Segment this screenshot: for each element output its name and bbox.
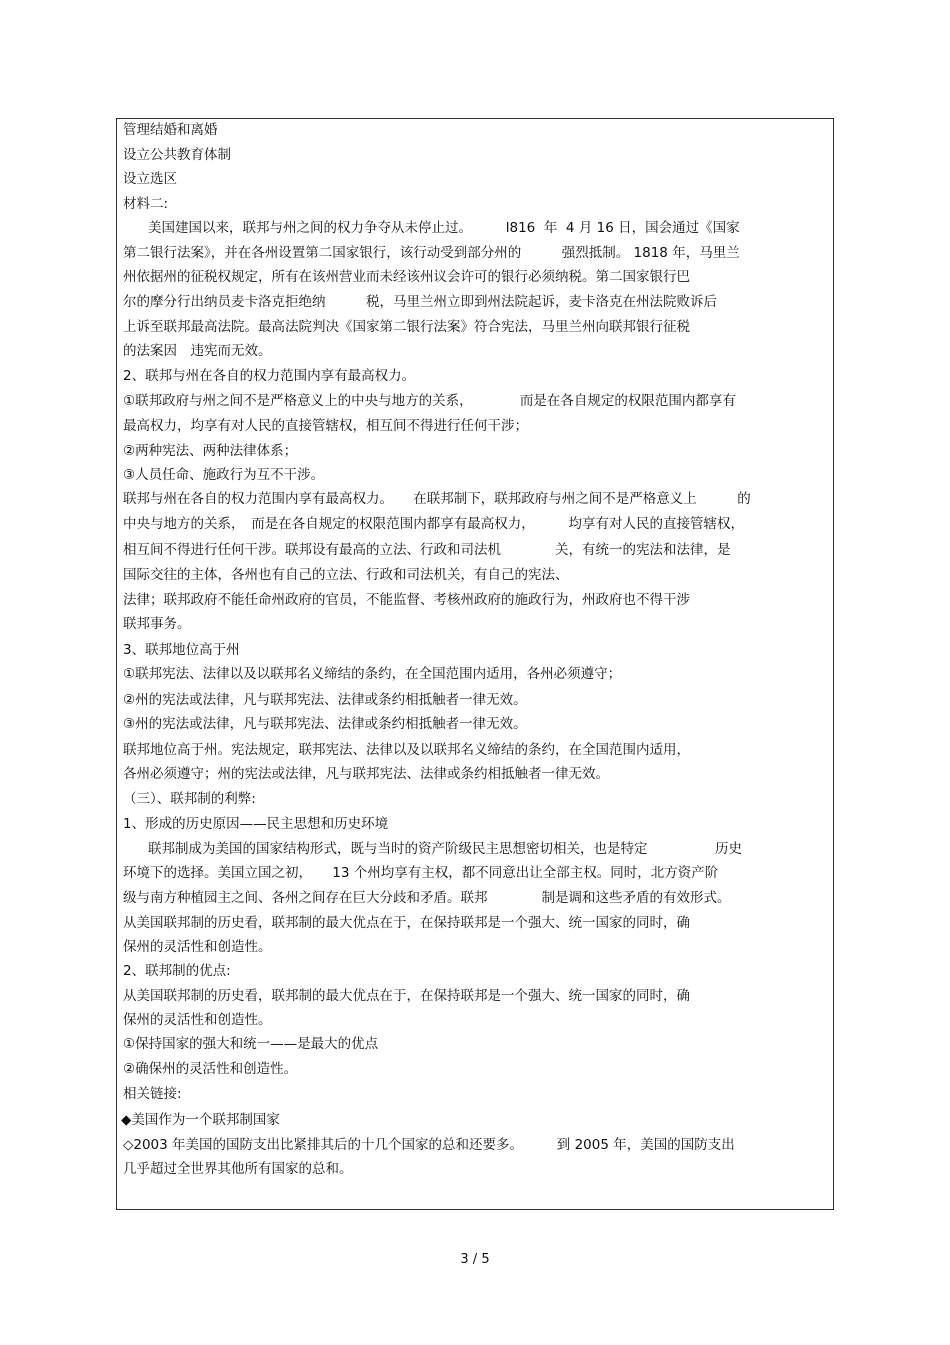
text-line: 尔的摩分行出纳员麦卡洛克拒绝纳 税，马里兰州立即到州法院起诉，麦卡洛克在州法院败诉后 — [123, 294, 717, 310]
text-line: 相互间不得进行任何干涉。联邦设有最高的立法、行政和司法机 关，有统一的宪法和法律，是 — [123, 542, 731, 558]
text-line: 几乎超过全世界其他所有国家的总和。 — [123, 1161, 353, 1177]
text-line: 上诉至联邦最高法院。最高法院判决《国家第二银行法案》符合宪法，马里兰州向联邦银行征税 — [123, 319, 690, 335]
text-line: 州依据州的征税权规定，所有在该州营业而未经该州议会许可的银行必须纳税。第二国家银行巴 — [123, 269, 690, 285]
text-line: 级与南方种植园主之间、各州之间存在巨大分歧和矛盾。联邦 制是调和这些矛盾的有效形式。 — [123, 890, 731, 906]
text-line: 国际交往的主体，各州也有自己的立法、行政和司法机关，有自己的宪法、 — [123, 567, 569, 583]
text-line: 2、联邦制的优点: — [123, 963, 231, 979]
text-line: 联邦地位高于州。宪法规定，联邦宪法、法律以及以联邦名义缔结的条约，在全国范围内适用， — [123, 742, 690, 758]
text-line: 各州必须遵守；州的宪法或法律，凡与联邦宪法、法律或条约相抵触者一律无效。 — [123, 766, 609, 782]
text-line: 保州的灵活性和创造性。 — [123, 939, 272, 955]
text-line: 从美国联邦制的历史看，联邦制的最大优点在于，在保持联邦是一个强大、统一国家的同时，确 — [123, 915, 690, 931]
text-line: 中央与地方的关系， 而是在各自规定的权限范围内都享有最高权力， 均享有对人民的直接管辖权， — [123, 516, 744, 532]
text-line: ③人员任命、施政行为互不干涉。 — [123, 467, 325, 483]
text-line: 1、形成的历史原因——民主思想和历史环境 — [123, 816, 389, 832]
text-line: ②州的宪法或法律，凡与联邦宪法、法律或条约相抵触者一律无效。 — [123, 692, 527, 708]
text-line: 相关链接: — [123, 1086, 182, 1102]
text-line: 第二银行法案》，并在各州设置第二国家银行，该行动受到部分州的 强烈抵制。 1818 年，马里兰 — [123, 245, 740, 261]
text-line: 最高权力，均享有对人民的直接管辖权，相互间不得进行任何干涉； — [123, 418, 528, 434]
text-line: 保州的灵活性和创造性。 — [123, 1012, 272, 1028]
text-line: 2、联邦与州在各自的权力范围内享有最高权力。 — [123, 368, 416, 384]
text-line: 的法案因 违宪而无效。 — [123, 343, 272, 359]
text-line: 管理结婚和离婚 — [123, 122, 218, 138]
text-line: ①联邦宪法、法律以及以联邦名义缔结的条约，在全国范围内适用，各州必须遵守； — [123, 666, 622, 682]
text-line: ◆美国作为一个联邦制国家 — [121, 1112, 280, 1128]
text-line: 3、联邦地位高于州 — [123, 642, 240, 658]
text-line: 美国建国以来，联邦与州之间的权力争夺从未停止过。 l816 年 4 月 16 日，国会通过《国家 — [148, 220, 740, 236]
text-line: ②两种宪法、两种法律体系； — [123, 443, 298, 459]
text-line: ②确保州的灵活性和创造性。 — [123, 1061, 298, 1077]
text-line: ◇2003 年美国的国防支出比紧排其后的十几个国家的总和还要多。 到 2005 年，美国的国防支出 — [123, 1137, 735, 1153]
text-line: 设立公共教育体制 — [123, 147, 231, 163]
text-line: 设立选区 — [123, 171, 177, 187]
text-line: 环境下的选择。美国立国之初， 13 个州均享有主权，都不同意出让全部主权。同时，北方资产阶 — [123, 865, 719, 881]
text-line: ③州的宪法或法律，凡与联邦宪法、法律或条约相抵触者一律无效。 — [123, 716, 527, 732]
text-line: 从美国联邦制的历史看，联邦制的最大优点在于，在保持联邦是一个强大、统一国家的同时，确 — [123, 988, 690, 1004]
text-line: 联邦与州在各自的权力范围内享有最高权力。 在联邦制下，联邦政府与州之间不是严格意义上 的 — [123, 491, 751, 507]
text-line: 材料二: — [123, 196, 169, 212]
text-line: 联邦制成为美国的国家结构形式，既与当时的资产阶级民主思想密切相关，也是特定 历史 — [148, 841, 742, 857]
text-line: （三）、联邦制的利弊: — [123, 791, 256, 807]
text-line: 法律；联邦政府不能任命州政府的官员，不能监督、考核州政府的施政行为，州政府也不得干涉 — [123, 592, 690, 608]
text-line: ①联邦政府与州之间不是严格意义上的中央与地方的关系， 而是在各自规定的权限范围内都享有 — [123, 393, 736, 409]
page-number: 3 / 5 — [460, 1252, 490, 1267]
text-line: 联邦事务。 — [123, 616, 191, 632]
text-line: ①保持国家的强大和统一——是最大的优点 — [123, 1036, 379, 1052]
